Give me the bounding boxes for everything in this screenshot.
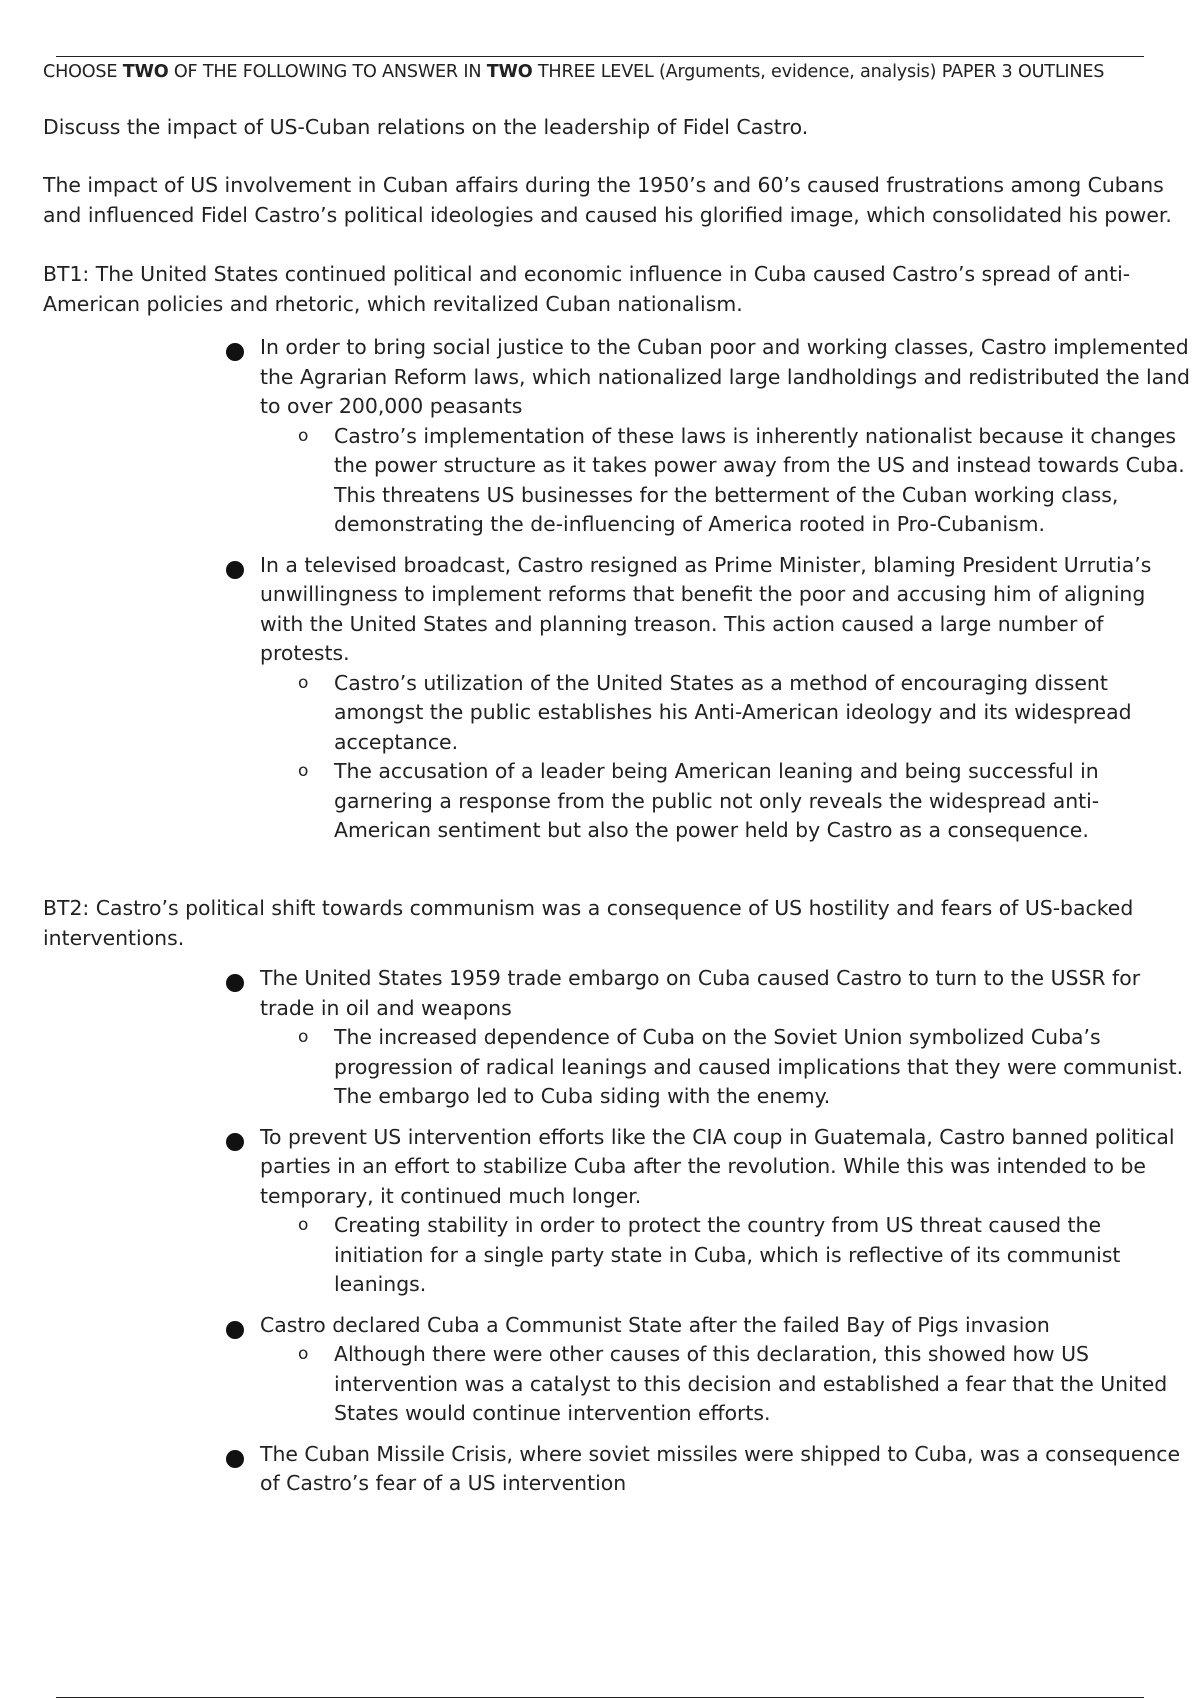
question: Discuss the impact of US-Cuban relations on the leadership of Fidel Castro. [43, 115, 809, 139]
bullet-text: In a televised broadcast, Castro resigned as Prime Minister, blaming President Urrutia’s unwillingness to implement reforms that benefit the poor and accusing him of aligning with the United States and planning treason. This action caused a large number of protests. [260, 552, 1152, 665]
sub-item-text: Although there were other causes of this declaration, this showed how US intervention was a catalyst to this decision and established a fear that the United States would continue intervention efforts. [334, 1342, 1168, 1425]
bullet-dot [226, 561, 244, 579]
thesis: The impact of US involvement in Cuban affairs during the 1950’s and 60’s caused frustrations among Cubans and influenced Fidel Castro’s political ideologies and caused his glorified image, which consolidated his power. [43, 173, 1172, 227]
sub-item [226, 1211, 1191, 1300]
sub-bullet-mark: o [298, 425, 309, 446]
sub-item-text: Castro’s utilization of the United States as a method of encouraging dissent amongst the public establishes his Anti-American ideology and its widespread acceptance. [334, 670, 1132, 754]
bullet-dot [226, 1321, 244, 1339]
instr-text-2: OF THE FOLLOWING TO ANSWER IN [168, 62, 487, 82]
sub-item-text: Castro’s implementation of these laws is inherently nationalist because it changes the power structure as it takes power away from the US and instead towards Cuba. This threatens US businesses for the betterment of the Cuban working class, demonstrating the de-influencing of America rooted in Pro-Cubanism. [334, 423, 1185, 536]
sub-item [226, 1023, 1191, 1112]
sub-bullet-mark: o [298, 1027, 309, 1047]
body-topic-2-list [226, 964, 1191, 1510]
sub-item-text: The accusation of a leader being American leaning and being successful in garnering a response from the public not only reveals the widespread anti-American sentiment but also the power held by Castro as a consequence. [334, 759, 1100, 842]
sub-bullet-mark: o [298, 1344, 309, 1364]
sub-item [226, 422, 1191, 540]
sub-bullet-mark: o [298, 761, 309, 781]
list-item [226, 333, 1191, 540]
body-topic-2-heading: BT2: Castro’s political shift towards communism was a consequence of US hostility and fears of US-backed interventions. [43, 896, 1134, 950]
top-rule [56, 56, 1144, 57]
sub-bullet-mark: o [298, 1215, 309, 1235]
list-item [226, 964, 1191, 1112]
bullet-text: In order to bring social justice to the Cuban poor and working classes, Castro implemented the Agrarian Reform laws, which nationalized large landholdings and redistributed the land to over 200,000 peasants [260, 335, 1190, 418]
instr-bold-1: TWO [122, 62, 169, 82]
instr-text-3: THREE LEVEL (Arguments, evidence, analysis) PAPER 3 OUTLINES [532, 62, 1105, 82]
instr-text-1: CHOOSE [43, 62, 123, 82]
body-topic-1-list [226, 333, 1191, 857]
sub-item [226, 669, 1191, 758]
bullet-dot [226, 1133, 244, 1151]
list-item [226, 1311, 1191, 1429]
sub-item [226, 1340, 1191, 1429]
list-item [226, 1123, 1191, 1300]
sub-item [226, 757, 1191, 846]
sub-bullet-mark: o [298, 672, 309, 693]
bullet-text: The Cuban Missile Crisis, where soviet missiles were shipped to Cuba, was a consequence of Castro’s fear of a US intervention [260, 1441, 1181, 1495]
sub-item-text: The increased dependence of Cuba on the Soviet Union symbolized Cuba’s progression of radical leanings and caused implications that they were communist. The embargo led to Cuba siding with the enemy. [334, 1025, 1184, 1108]
instructions-header [43, 60, 1193, 84]
instr-bold-2: TWO [486, 62, 533, 82]
list-item [226, 551, 1191, 846]
bullet-dot [226, 343, 244, 361]
bottom-rule [56, 1697, 1144, 1698]
bullet-text: The United States 1959 trade embargo on Cuba caused Castro to turn to the USSR for trade in oil and weapons [260, 966, 1141, 1020]
body-topic-1-heading: BT1: The United States continued political and economic influence in Cuba caused Castro’s spread of anti-American policies and rhetoric, which revitalized Cuban nationalism. [43, 262, 1131, 316]
sub-item-text: Creating stability in order to protect the country from US threat caused the initiation for a single party state in Cuba, which is reflective of its communist leanings. [334, 1213, 1121, 1296]
bullet-text: Castro declared Cuba a Communist State after the failed Bay of Pigs invasion [260, 1312, 1050, 1337]
list-item [226, 1440, 1191, 1499]
bullet-dot [226, 974, 244, 992]
bullet-text: To prevent US intervention efforts like the CIA coup in Guatemala, Castro banned political parties in an effort to stabilize Cuba after the revolution. While this was intended to be temporary, it continued much longer. [260, 1124, 1175, 1208]
bullet-dot [226, 1450, 244, 1468]
